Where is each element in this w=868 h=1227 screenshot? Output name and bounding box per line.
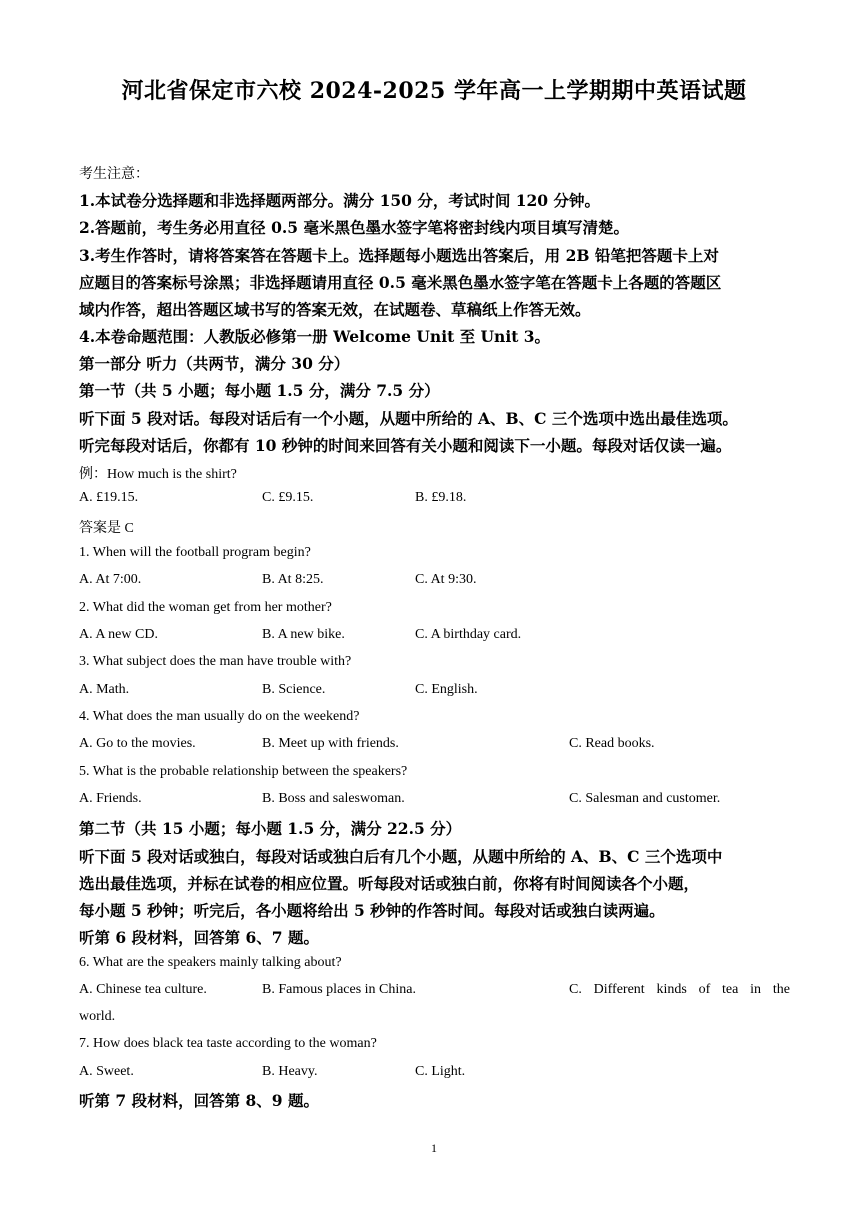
option-c-word: Different xyxy=(593,982,645,997)
page-number: 1 xyxy=(431,1141,437,1155)
option-c: C. Salesman and customer. xyxy=(569,791,721,806)
option-a: A. At 7:00. xyxy=(79,572,142,587)
question-4: 4. What does the man usually do on the weekend? xyxy=(79,709,360,724)
question-3: 3. What subject does the man have trouble with? xyxy=(79,654,352,669)
option-b: B. Famous places in China. xyxy=(262,982,416,997)
option-b: B. A new bike. xyxy=(262,627,345,642)
option-c-continuation: world. xyxy=(79,1009,116,1024)
option-c-word: of xyxy=(698,982,711,997)
question-5: 5. What is the probable relationship between the speakers? xyxy=(79,764,408,779)
option-c-word: kinds xyxy=(656,982,687,997)
option-b: B. Heavy. xyxy=(262,1064,318,1079)
option-a: A. Sweet. xyxy=(79,1064,134,1079)
question-7: 7. How does black tea taste according to the woman? xyxy=(79,1036,377,1051)
option-c-word: in xyxy=(750,982,762,997)
option-c-word: C. xyxy=(569,982,582,997)
option-c-word: the xyxy=(772,982,790,997)
option-a: A. A new CD. xyxy=(79,627,158,642)
notice-heading: 考生注意： xyxy=(79,166,149,182)
option-c: C. English. xyxy=(415,682,478,697)
material-heading: 听第 6 段材料，回答第 6、7 题。 xyxy=(79,928,319,947)
option-a: A. Chinese tea culture. xyxy=(79,982,207,997)
part1-heading: 第一部分 听力（共两节，满分 30 分） xyxy=(79,354,350,373)
option-c: C. A birthday card. xyxy=(415,627,522,642)
option-a: A. Go to the movies. xyxy=(79,736,196,751)
page-title: 河北省保定市六校 2024-2025 学年高一上学期期中英语试题 xyxy=(121,78,747,104)
option-c: B. £9.18. xyxy=(415,490,467,505)
section1-instructions: 听完每段对话后，你都有 10 秒钟的时间来回答有关小题和阅读下一小题。每段对话仅读一遍。 xyxy=(79,436,732,455)
option-a: A. Friends. xyxy=(79,791,142,806)
option-b: B. Boss and saleswoman. xyxy=(262,791,405,806)
notice-item: 3.考生作答时，请将答案答在答题卡上。选择题每小题选出答案后，用 2B 铅笔把答题卡上对 xyxy=(79,246,719,265)
option-b: B. Meet up with friends. xyxy=(262,736,399,751)
section2-instructions: 听下面 5 段对话或独白，每段对话或独白后有几个小题，从题中所给的 A、B、C 三个选项中 xyxy=(79,847,723,866)
option-c: C. At 9:30. xyxy=(415,572,477,587)
example-question: 例：How much is the shirt? xyxy=(79,467,237,482)
option-c: C. Light. xyxy=(415,1064,466,1079)
section2-instructions: 每小题 5 秒钟；听完后，各小题将给出 5 秒钟的作答时间。每段对话或独白读两遍。 xyxy=(79,901,665,920)
option-b: B. Science. xyxy=(262,682,326,697)
notice-item: 4.本卷命题范围：人教版必修第一册 Welcome Unit 至 Unit 3。 xyxy=(79,327,551,346)
option-a: A. £19.15. xyxy=(79,490,139,505)
option-c: C. Read books. xyxy=(569,736,655,751)
option-c xyxy=(569,982,790,998)
section2-heading: 第二节（共 15 小题；每小题 1.5 分，满分 22.5 分） xyxy=(79,819,462,838)
section2-instructions: 选出最佳选项，并标在试卷的相应位置。听每段对话或独白前，你将有时间阅读各个小题， xyxy=(79,874,700,893)
notice-item: 2.答题前，考生务必用直径 0.5 毫米黑色墨水签字笔将密封线内项目填写清楚。 xyxy=(79,218,629,237)
notice-item: 域内作答，超出答题区域书写的答案无效，在试题卷、草稿纸上作答无效。 xyxy=(79,300,591,319)
section1-heading: 第一节（共 5 小题；每小题 1.5 分，满分 7.5 分） xyxy=(79,381,440,400)
option-c-word: tea xyxy=(722,982,739,997)
option-b: C. £9.15. xyxy=(262,490,314,505)
option-a: A. Math. xyxy=(79,682,130,697)
notice-item: 应题目的答案标号涂黑；非选择题请用直径 0.5 毫米黑色墨水签字笔在答题卡上各题的答题区 xyxy=(79,273,722,292)
question-6: 6. What are the speakers mainly talking about? xyxy=(79,955,342,970)
option-b: B. At 8:25. xyxy=(262,572,324,587)
example-answer: 答案是 C xyxy=(79,521,134,536)
notice-item: 1.本试卷分选择题和非选择题两部分。满分 150 分，考试时间 120 分钟。 xyxy=(79,191,600,210)
question-2: 2. What did the woman get from her mother? xyxy=(79,600,332,615)
section1-instructions: 听下面 5 段对话。每段对话后有一个小题，从题中所给的 A、B、C 三个选项中选出最佳选项。 xyxy=(79,409,738,428)
question-1: 1. When will the football program begin? xyxy=(79,545,311,560)
material-heading: 听第 7 段材料，回答第 8、9 题。 xyxy=(79,1091,319,1110)
